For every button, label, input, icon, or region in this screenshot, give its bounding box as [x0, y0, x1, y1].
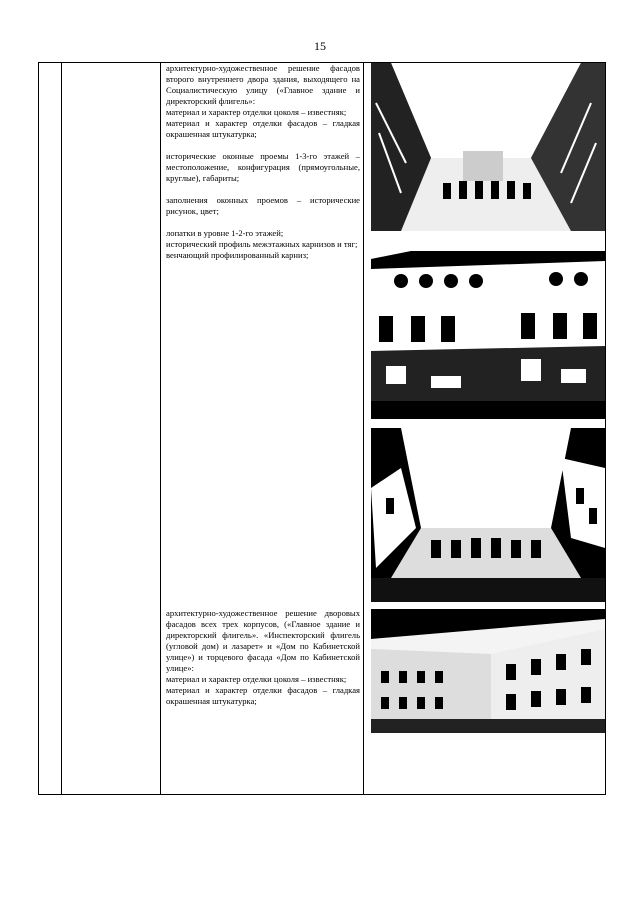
paragraph: заполнения оконных проемов – исторические рисунок, цвет;	[166, 195, 360, 216]
paragraph: материал и характер отделки фасадов – гладкая окрашенная штукатурка;	[166, 685, 360, 706]
column-divider-1	[61, 63, 62, 794]
page-number: 15	[314, 39, 326, 53]
column-divider-2	[160, 63, 161, 794]
column-divider-3	[363, 63, 364, 794]
paragraph: венчающий профилированный карниз;	[166, 250, 309, 260]
paragraph: архитектурно-художественное решение фасадов второго внутреннего двора здания, выходящего на Социалистическую улицу («Главное здание и директорский флигель»:	[166, 63, 360, 106]
paragraph: архитектурно-художественное решение дворовых фасадов всех трех корпусов, («Главное здание и директорский флигель». «Инспекторский флигель (угловой дом) и лазарет» и «Дом по Кабинетской улице») и торцевого фасада «Дом по Кабинетской улице»:	[166, 608, 360, 673]
requirements-table	[38, 62, 606, 795]
courtyard-photo-upward-view	[371, 63, 605, 231]
paragraph: исторический профиль межэтажных карнизов и тяг;	[166, 239, 358, 249]
paragraph: исторические оконные проемы 1-3-го этажей – местоположение, конфигурация (прямоугольные, круглые), габариты;	[166, 151, 360, 183]
paragraph: материал и характер отделки цоколя – известняк;	[166, 674, 347, 684]
courtyard-facade-round-windows-photo	[371, 241, 605, 419]
courtyard-buildings-perspective-photo	[371, 609, 605, 733]
paragraph: лопатки в уровне 1-2-го этажей;	[166, 228, 284, 238]
courtyard-wide-angle-photo	[371, 428, 605, 602]
section-1-text	[166, 63, 360, 261]
paragraph: материал и характер отделки фасадов – гладкая окрашенная штукатурка;	[166, 118, 360, 139]
paragraph: материал и характер отделки цоколя – известняк;	[166, 107, 347, 117]
section-2-text	[166, 608, 360, 707]
